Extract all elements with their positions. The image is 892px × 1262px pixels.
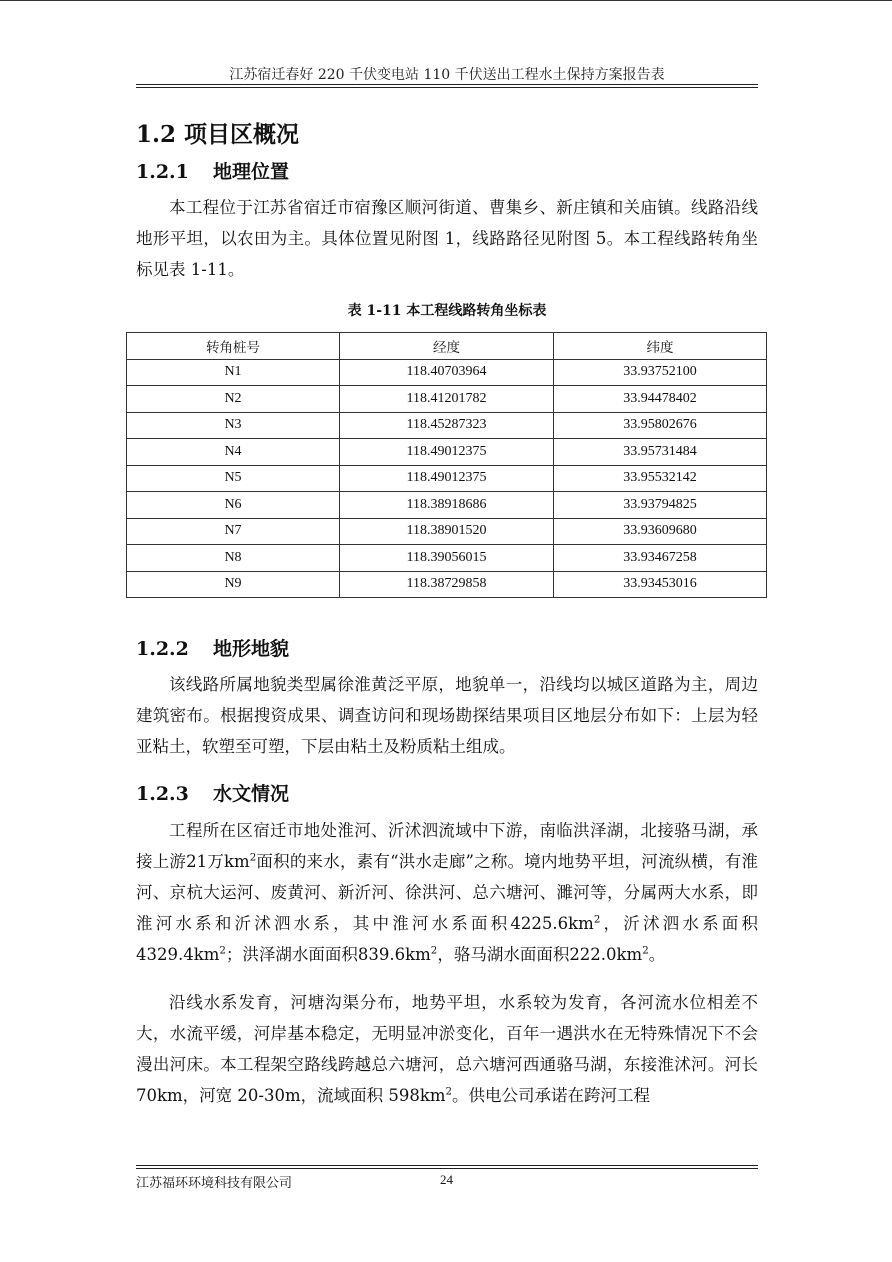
table-header-cell: 经度 xyxy=(340,333,554,360)
table-cell: 33.93609680 xyxy=(554,518,767,545)
page-top-border xyxy=(0,0,892,1)
subsection-title: 地形地貌 xyxy=(213,638,290,660)
coordinates-table xyxy=(126,332,767,598)
table-row xyxy=(127,386,767,413)
subsection-title: 水文情况 xyxy=(213,783,290,805)
table-cell: 33.95532142 xyxy=(554,465,767,492)
subsection-heading-1-2-3 xyxy=(136,779,289,806)
paragraph-hydrology-2: 沿线水系发育，河塘沟渠分布，地势平坦，水系较为发育，各河流水位相差不大，水流平缓，河岸基本稳定，无明显冲淤变化，百年一遇洪水在无特殊情况下不会漫出河床。本工程架空路线跨越总六塘河，总六塘河西通骆马湖，东接淮沭河。河长 70km，河宽 20-30m，流域面积 $598km^2$。供电公司承诺在跨河工程 xyxy=(136,993,758,1105)
table-cell: N8 xyxy=(127,545,340,572)
table-cell: N5 xyxy=(127,465,340,492)
footer-rule-thin xyxy=(136,1165,758,1166)
table-cell: N1 xyxy=(127,359,340,386)
subsection-number: 1.2.3 xyxy=(136,783,189,805)
table-row xyxy=(127,518,767,545)
table-cell: 33.95802676 xyxy=(554,412,767,439)
table-cell: 118.40703964 xyxy=(340,359,554,386)
table-header-row xyxy=(127,333,767,360)
subsection-number: 1.2.2 xyxy=(136,638,189,660)
table-cell: 118.38901520 xyxy=(340,518,554,545)
table-cell: 33.93752100 xyxy=(554,359,767,386)
footer-rule xyxy=(136,1168,758,1169)
table-row xyxy=(127,571,767,598)
table-row xyxy=(127,412,767,439)
table-cell: 118.38918686 xyxy=(340,492,554,519)
table-cell: 33.95731484 xyxy=(554,439,767,466)
table-row xyxy=(127,439,767,466)
table-cell: 118.45287323 xyxy=(340,412,554,439)
header-rule xyxy=(136,84,758,85)
table-caption: 表 1-11 本工程线路转角坐标表 xyxy=(347,303,547,319)
table-cell: 33.93794825 xyxy=(554,492,767,519)
paragraph-terrain: 该线路所属地貌类型属徐淮黄泛平原，地貌单一，沿线均以城区道路为主，周边建筑密布。根据搜资成果、调查访问和现场勘探结果项目区地层分布如下：上层为轻亚粘土，软塑至可塑，下层由粘土及粉质粘土组成。 xyxy=(136,675,758,756)
paragraph-hydrology-1: 工程所在区宿迁市地处淮河、沂沭泗流域中下游，南临洪泽湖，北接骆马湖，承接上游21万$km^2$面积的来水，素有“洪水走廊”之称。境内地势平坦，河流纵横，有淮河、京杭大运河、废黄河、新沂河、徐洪河、总六塘河、濉河等，分属两大水系，即淮河水系和沂沭泗水系，其中淮河水系面积$4225.6km^2$，沂沭泗水系面积$4329.4km^2$；洪泽湖水面面积$839.6km^2$，骆马湖水面面积$222.0km^2$。 xyxy=(136,821,759,964)
table-cell: N2 xyxy=(127,386,340,413)
table-cell: 33.94478402 xyxy=(554,386,767,413)
table-cell: N6 xyxy=(127,492,340,519)
header-rule-thin xyxy=(136,87,758,88)
table-cell: 118.49012375 xyxy=(340,465,554,492)
paragraph-location: 本工程位于江苏省宿迁市宿豫区顺河街道、曹集乡、新庄镇和关庙镇。线路沿线地形平坦，以农田为主。具体位置见附图 1，线路路径见附图 5。本工程线路转角坐标见表 1-11。 xyxy=(136,198,758,279)
table-cell: N7 xyxy=(127,518,340,545)
page-number: 24 xyxy=(440,1172,453,1187)
subsection-heading-1-2-2 xyxy=(136,634,289,661)
table-cell: 33.93467258 xyxy=(554,545,767,572)
table-cell: N3 xyxy=(127,412,340,439)
table-cell: N4 xyxy=(127,439,340,466)
subsection-heading-1-2-1 xyxy=(136,157,289,184)
table-row xyxy=(127,492,767,519)
table-row xyxy=(127,359,767,386)
table-header-cell: 转角桩号 xyxy=(127,333,340,360)
table-cell: 118.38729858 xyxy=(340,571,554,598)
footer-company: 江苏福环环境科技有限公司 xyxy=(136,1176,293,1191)
section-number: 1.2 xyxy=(136,121,177,148)
section-title: 项目区概况 xyxy=(184,121,300,148)
table-row xyxy=(127,465,767,492)
table-cell: N9 xyxy=(127,571,340,598)
subsection-title: 地理位置 xyxy=(213,161,290,183)
subsection-number: 1.2.1 xyxy=(136,161,189,183)
table-cell: 118.49012375 xyxy=(340,439,554,466)
section-heading xyxy=(136,116,299,149)
table-row xyxy=(127,545,767,572)
table-header-cell: 纬度 xyxy=(554,333,767,360)
table-cell: 118.39056015 xyxy=(340,545,554,572)
table-cell: 33.93453016 xyxy=(554,571,767,598)
table-cell: 118.41201782 xyxy=(340,386,554,413)
running-header: 江苏宿迁春好 220 千伏变电站 110 千伏送出工程水土保持方案报告表 xyxy=(229,67,665,83)
